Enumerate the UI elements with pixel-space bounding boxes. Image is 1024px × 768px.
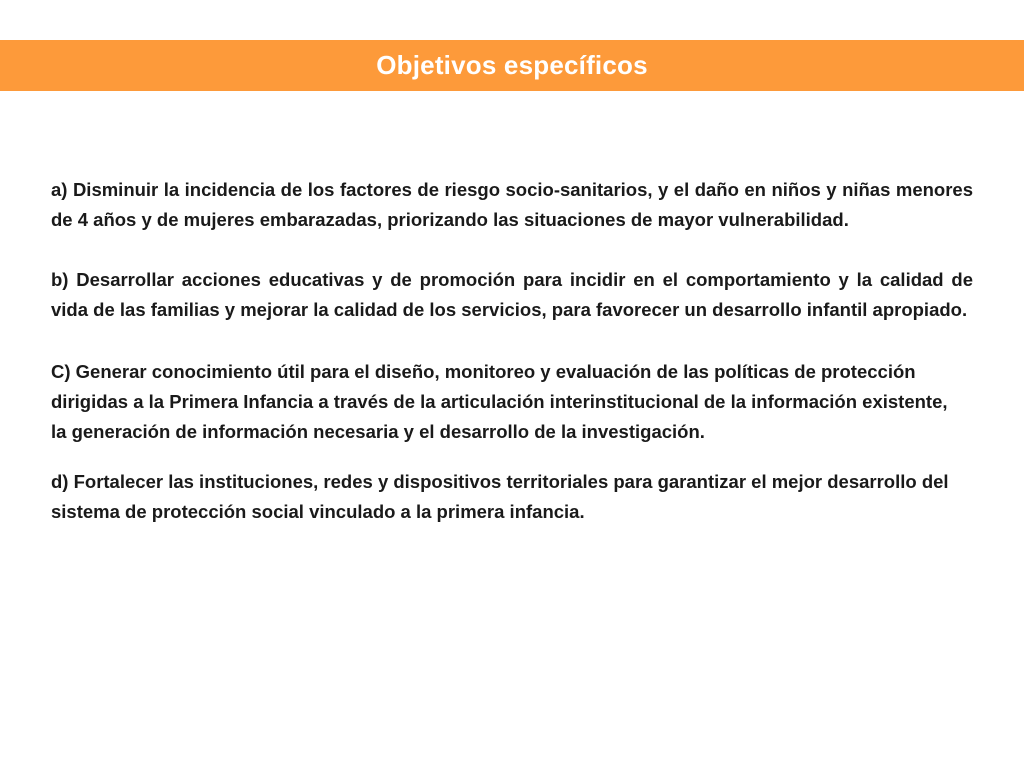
objective-c: C) Generar conocimiento útil para el diseño, monitoreo y evaluación de las políticas de protección dirigidas a la Primera Infancia a través de la articulación interinstitucional de la información existente, la generación de información necesaria y el desarrollo de la investigación. (51, 361, 948, 442)
slide-title: Objetivos específicos (376, 50, 648, 80)
objective-a: a) Disminuir la incidencia de los factores de riesgo socio-sanitarios, y el daño en niños y niñas menores de 4 años y de mujeres embarazadas, priorizando las situaciones de mayor vulnerabilidad. (51, 179, 973, 230)
title-bar (0, 40, 1024, 91)
objectives-list (51, 175, 973, 527)
objective-d: d) Fortalecer las instituciones, redes y dispositivos territoriales para garantizar el mejor desarrollo del sistema de protección social vinculado a la primera infancia. (51, 471, 949, 522)
objective-b: b) Desarrollar acciones educativas y de promoción para incidir en el comportamiento y la calidad de vida de las familias y mejorar la calidad de los servicios, para favorecer un desarrollo infantil apropiado. (51, 269, 973, 320)
